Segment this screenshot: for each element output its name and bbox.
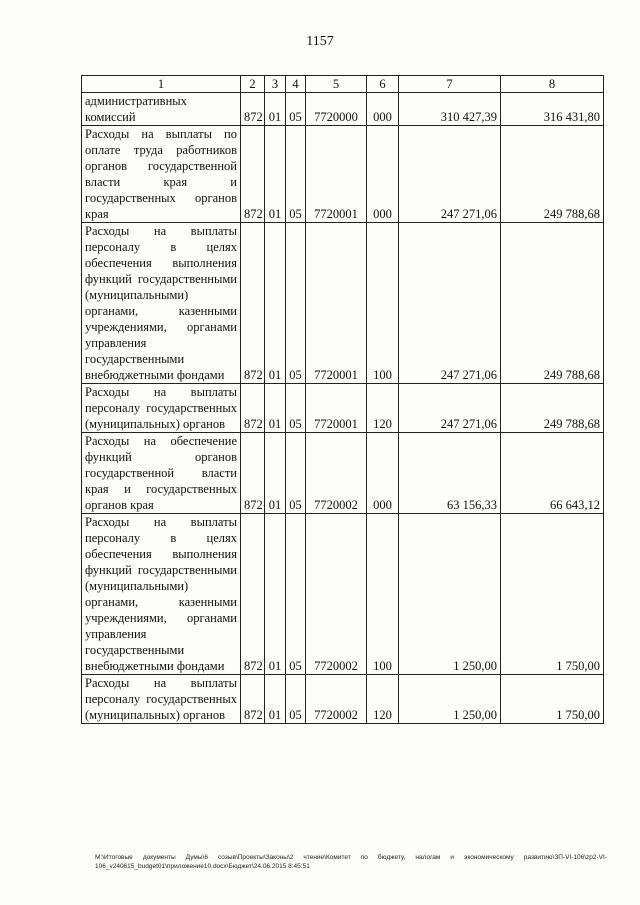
column-header: 1 <box>82 76 241 93</box>
subsection-code: 05 <box>286 433 306 514</box>
section-code: 01 <box>265 126 286 223</box>
amount-col8: 316 431,80 <box>501 93 604 126</box>
expense-name: Расходы на выплаты по оплате труда работников органов государственной власти края и государственных органов края <box>82 126 241 223</box>
expense-type-code: 000 <box>367 126 399 223</box>
section-code: 01 <box>265 93 286 126</box>
amount-col8: 1 750,00 <box>501 675 604 724</box>
amount-col7: 247 271,06 <box>399 223 501 384</box>
table-row <box>82 514 604 675</box>
amount-col7: 1 250,00 <box>399 514 501 675</box>
amount-col8: 66 643,12 <box>501 433 604 514</box>
ministry-code: 872 <box>241 675 265 724</box>
section-code: 01 <box>265 514 286 675</box>
expense-type-code: 000 <box>367 93 399 126</box>
ministry-code: 872 <box>241 384 265 433</box>
expense-name: Расходы на выплаты персоналу в целях обеспечения выполнения функций государственными (муниципальными) органами, казенными учреждениями, органами управления государственными внебюджетными фондами <box>82 514 241 675</box>
expense-name: Расходы на выплаты персоналу государственных (муниципальных) органов <box>82 384 241 433</box>
table-row <box>82 675 604 724</box>
amount-col7: 247 271,06 <box>399 384 501 433</box>
expense-name: Расходы на обеспечение функций органов государственной власти края и государственных органов края <box>82 433 241 514</box>
target-article-code: 7720001 <box>306 384 367 433</box>
amount-col7: 247 271,06 <box>399 126 501 223</box>
target-article-code: 7720002 <box>306 675 367 724</box>
target-article-code: 7720000 <box>306 93 367 126</box>
subsection-code: 05 <box>286 675 306 724</box>
expense-type-code: 100 <box>367 223 399 384</box>
expense-name: Расходы на выплаты персоналу в целях обеспечения выполнения функций государственными (муниципальными) органами, казенными учреждениями, органами управления государственными внебюджетными фондами <box>82 223 241 384</box>
section-code: 01 <box>265 675 286 724</box>
expense-type-code: 120 <box>367 384 399 433</box>
amount-col8: 1 750,00 <box>501 514 604 675</box>
table-row <box>82 223 604 384</box>
amount-col8: 249 788,68 <box>501 384 604 433</box>
column-header: 2 <box>241 76 265 93</box>
table-row <box>82 126 604 223</box>
column-header: 7 <box>399 76 501 93</box>
subsection-code: 05 <box>286 223 306 384</box>
column-header: 5 <box>306 76 367 93</box>
column-header: 6 <box>367 76 399 93</box>
table-row <box>82 433 604 514</box>
header-row <box>82 76 604 93</box>
subsection-code: 05 <box>286 126 306 223</box>
table-row <box>82 93 604 126</box>
expense-type-code: 000 <box>367 433 399 514</box>
amount-col7: 1 250,00 <box>399 675 501 724</box>
amount-col8: 249 788,68 <box>501 223 604 384</box>
subsection-code: 05 <box>286 93 306 126</box>
column-header: 3 <box>265 76 286 93</box>
subsection-code: 05 <box>286 384 306 433</box>
amount-col8: 249 788,68 <box>501 126 604 223</box>
target-article-code: 7720001 <box>306 126 367 223</box>
budget-table <box>81 75 604 724</box>
page-number: 1157 <box>306 34 334 49</box>
table-row <box>82 384 604 433</box>
expense-type-code: 120 <box>367 675 399 724</box>
section-code: 01 <box>265 223 286 384</box>
ministry-code: 872 <box>241 93 265 126</box>
target-article-code: 7720001 <box>306 223 367 384</box>
expense-name: административных комиссий <box>82 93 241 126</box>
section-code: 01 <box>265 384 286 433</box>
column-header: 8 <box>501 76 604 93</box>
expense-name: Расходы на выплаты персоналу государственных (муниципальных) органов <box>82 675 241 724</box>
subsection-code: 05 <box>286 514 306 675</box>
expense-type-code: 100 <box>367 514 399 675</box>
amount-col7: 310 427,39 <box>399 93 501 126</box>
ministry-code: 872 <box>241 514 265 675</box>
ministry-code: 872 <box>241 223 265 384</box>
amount-col7: 63 156,33 <box>399 433 501 514</box>
section-code: 01 <box>265 433 286 514</box>
ministry-code: 872 <box>241 126 265 223</box>
column-header: 4 <box>286 76 306 93</box>
ministry-code: 872 <box>241 433 265 514</box>
target-article-code: 7720002 <box>306 514 367 675</box>
file-path-footer: M:\Итоговые документы Думы\6 созыв\Проекты\Законы\2 чтение\Комитет по бюджету, налогам и экономическому развитию\ЗП-VI-106\zp2-VI-106_v240615_budget01\приложение10.docx\Бюджет\24.06.2015 8:45:51 <box>95 854 607 870</box>
target-article-code: 7720002 <box>306 433 367 514</box>
